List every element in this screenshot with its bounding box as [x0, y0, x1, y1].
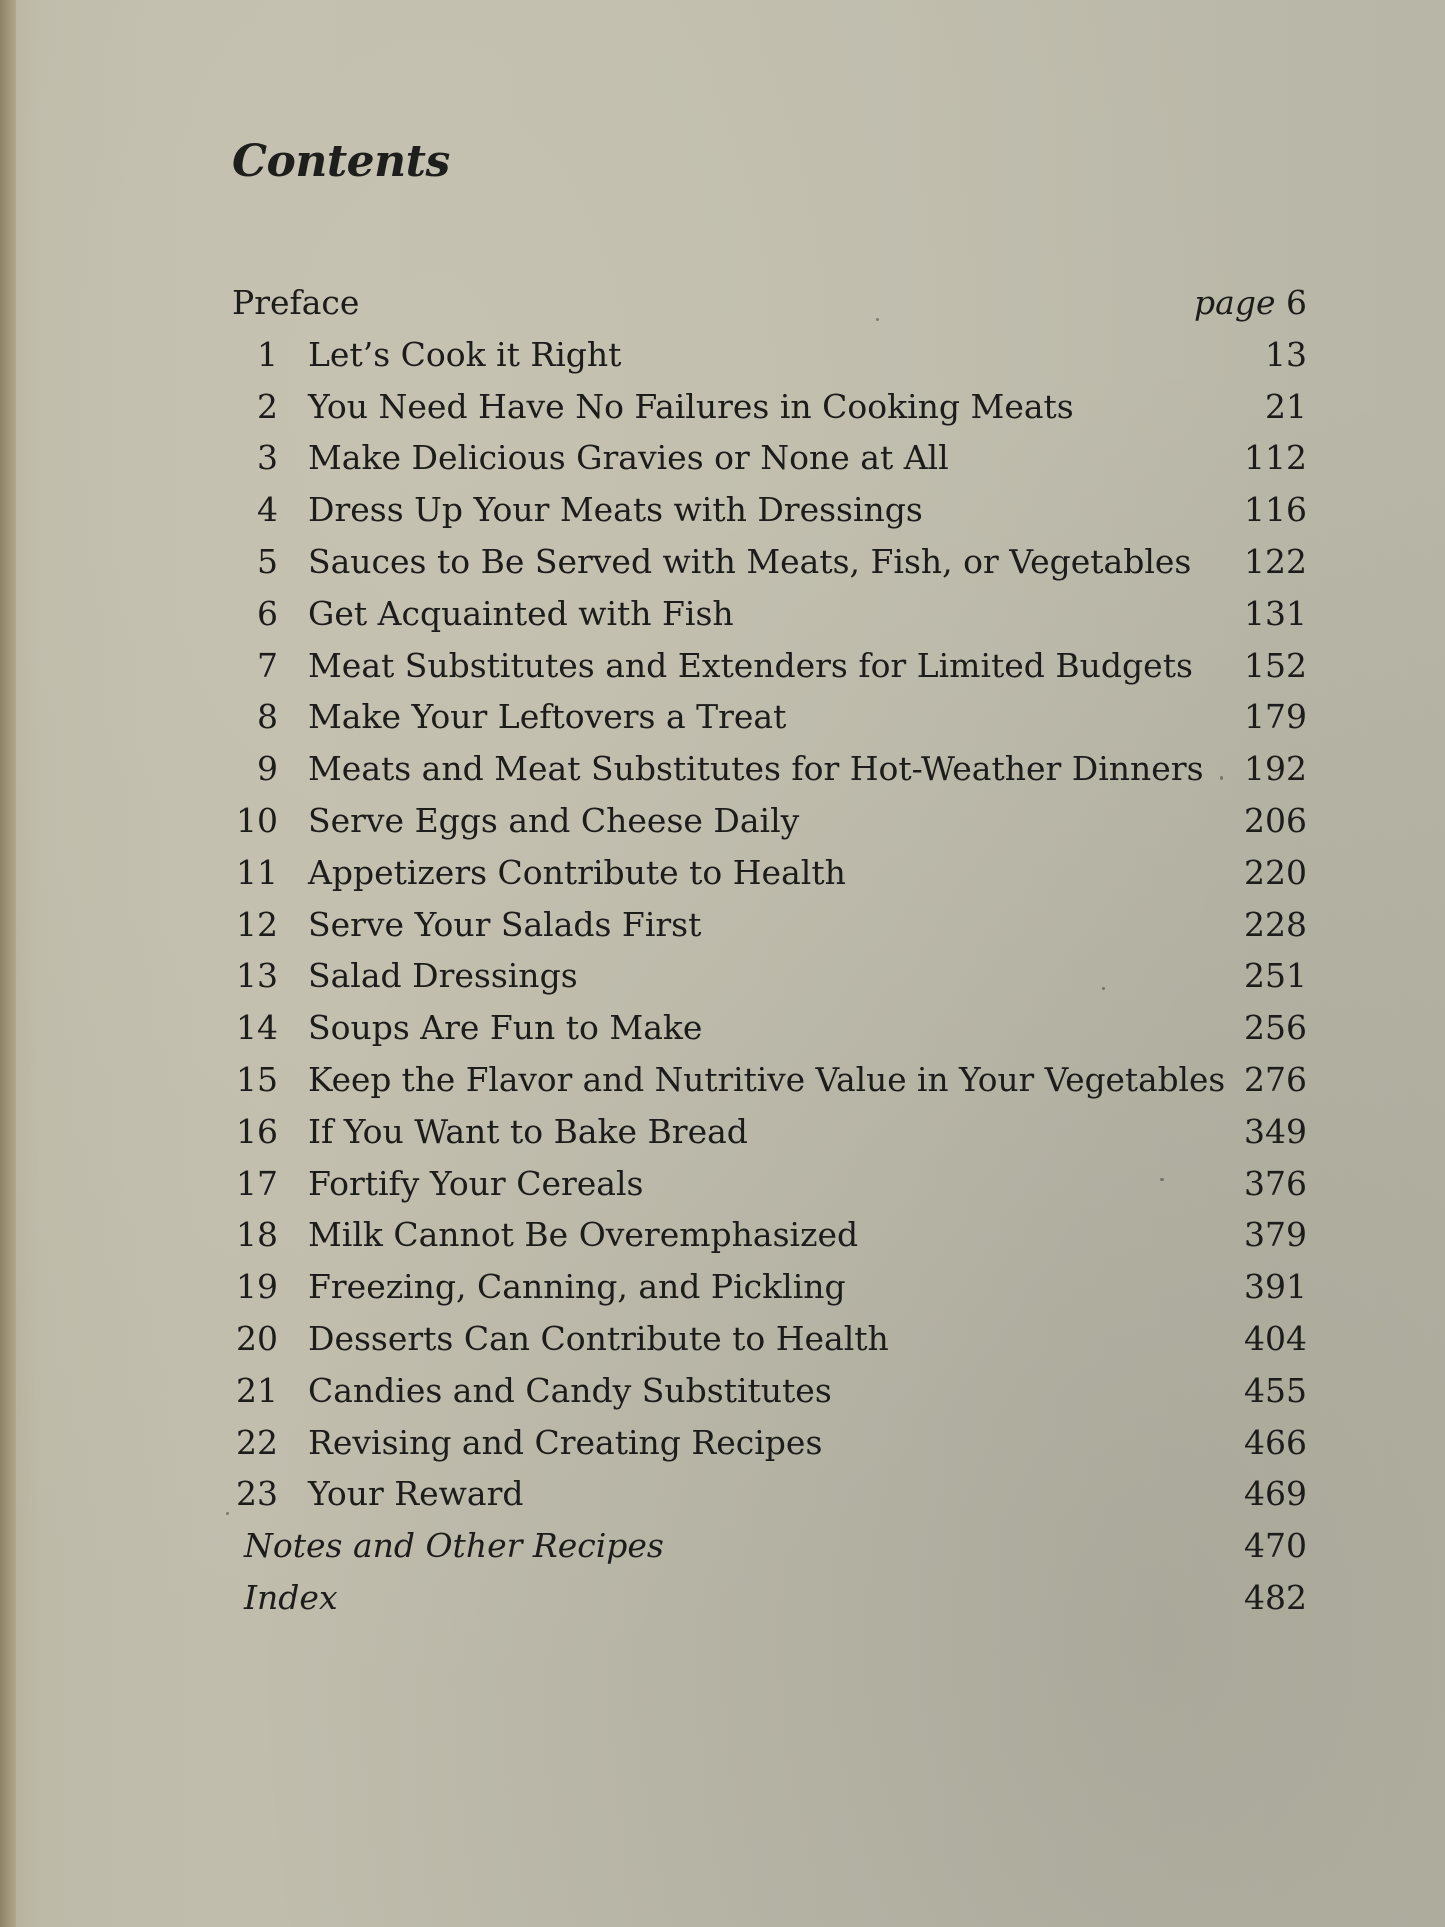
chapter-page: 228 [1244, 904, 1307, 944]
toc-row [232, 594, 1307, 646]
chapter-title: Dress Up Your Meats with Dressings [308, 490, 923, 530]
chapter-page: 112 [1244, 438, 1307, 478]
chapter-title: Let’s Cook it Right [308, 334, 622, 374]
chapter-page: 13 [1265, 334, 1307, 374]
toc-row [232, 1371, 1307, 1423]
chapter-title: You Need Have No Failures in Cooking Meats [308, 386, 1074, 426]
chapter-title: Serve Eggs and Cheese Daily [308, 800, 800, 840]
chapter-page: 404 [1244, 1318, 1307, 1358]
chapter-title: Appetizers Contribute to Health [308, 852, 846, 892]
preface-label: Preface [232, 283, 360, 322]
toc-row [232, 749, 1307, 801]
toc-row [232, 905, 1307, 957]
chapter-number: 11 [236, 852, 278, 892]
toc-row [232, 1423, 1307, 1475]
chapter-page: 455 [1244, 1370, 1307, 1410]
toc-row [232, 697, 1307, 749]
paper-speck [1102, 987, 1105, 990]
paper-speck [876, 318, 879, 321]
paper-speck [1160, 1178, 1164, 1181]
chapter-number: 2 [257, 386, 278, 426]
toc-row [232, 1164, 1307, 1216]
chapter-page: 379 [1244, 1215, 1307, 1255]
chapter-title: Get Acquainted with Fish [308, 593, 734, 633]
chapter-number: 18 [236, 1215, 278, 1255]
preface-page-number: 6 [1286, 283, 1307, 322]
chapter-title: Milk Cannot Be Overemphasized [308, 1215, 859, 1255]
back-matter-title: Notes and Other Recipes [244, 1526, 664, 1566]
chapter-number: 4 [257, 490, 278, 530]
chapter-number: 12 [236, 904, 278, 944]
toc-row [232, 1060, 1307, 1112]
paper-speck [226, 1512, 229, 1515]
chapter-number: 10 [236, 800, 278, 840]
toc-row [232, 1008, 1307, 1060]
chapter-page: 376 [1244, 1163, 1307, 1203]
toc-row [232, 335, 1307, 387]
chapter-page: 276 [1244, 1059, 1307, 1099]
chapter-page: 116 [1244, 490, 1307, 530]
chapter-title: Serve Your Salads First [308, 904, 702, 944]
preface-page [1194, 283, 1307, 323]
toc-row [232, 490, 1307, 542]
back-matter-page: 470 [1244, 1526, 1307, 1566]
chapter-title: Sauces to Be Served with Meats, Fish, or Vegetables [308, 541, 1192, 581]
chapter-title: Meats and Meat Substitutes for Hot-Weather Dinners [308, 749, 1204, 789]
toc-row [232, 1215, 1307, 1267]
paper-speck [1220, 776, 1223, 780]
chapter-page: 21 [1265, 386, 1307, 426]
chapter-page: 179 [1244, 697, 1307, 737]
chapter-number: 16 [236, 1111, 278, 1151]
chapter-page: 466 [1244, 1422, 1307, 1462]
chapter-number: 17 [236, 1163, 278, 1203]
chapter-number: 15 [236, 1059, 278, 1099]
chapter-page: 349 [1244, 1111, 1307, 1151]
chapter-number: 1 [257, 334, 278, 374]
toc-row [232, 853, 1307, 905]
chapter-page: 152 [1244, 645, 1307, 685]
chapter-page: 220 [1244, 852, 1307, 892]
chapter-title: Soups Are Fun to Make [308, 1008, 703, 1048]
toc-row [232, 1112, 1307, 1164]
toc-row [232, 1267, 1307, 1319]
chapter-page: 131 [1244, 593, 1307, 633]
toc-row-preface [232, 283, 1307, 335]
page-title: Contents [232, 136, 450, 187]
chapter-number: 13 [236, 956, 278, 996]
chapter-title: Make Delicious Gravies or None at All [308, 438, 949, 478]
toc-row-back-matter [232, 1526, 1307, 1578]
chapter-title: Meat Substitutes and Extenders for Limited Budgets [308, 645, 1193, 685]
back-matter-page: 482 [1244, 1577, 1307, 1617]
chapter-page: 192 [1244, 749, 1307, 789]
toc-row [232, 438, 1307, 490]
toc-row [232, 956, 1307, 1008]
toc-row-back-matter [232, 1578, 1307, 1630]
chapter-number: 3 [257, 438, 278, 478]
chapter-title: Make Your Leftovers a Treat [308, 697, 787, 737]
chapter-page: 122 [1244, 541, 1307, 581]
chapter-number: 9 [257, 749, 278, 789]
toc-row [232, 1319, 1307, 1371]
back-matter-title: Index [244, 1577, 338, 1617]
chapter-number: 23 [236, 1474, 278, 1514]
chapter-number: 6 [257, 593, 278, 633]
toc-row [232, 801, 1307, 853]
page-edge-shadow [0, 0, 16, 1927]
chapter-title: Desserts Can Contribute to Health [308, 1318, 889, 1358]
chapter-page: 206 [1244, 800, 1307, 840]
chapter-number: 7 [257, 645, 278, 685]
chapter-title: Revising and Creating Recipes [308, 1422, 823, 1462]
chapter-number: 8 [257, 697, 278, 737]
chapter-title: Freezing, Canning, and Pickling [308, 1267, 846, 1307]
chapter-number: 22 [236, 1422, 278, 1462]
toc-row [232, 542, 1307, 594]
chapter-title: Keep the Flavor and Nutritive Value in Your Vegetables [308, 1059, 1226, 1099]
chapter-page: 391 [1244, 1267, 1307, 1307]
toc-row [232, 646, 1307, 698]
chapter-number: 20 [236, 1318, 278, 1358]
chapter-number: 19 [236, 1267, 278, 1307]
page-word: page [1194, 283, 1276, 322]
chapter-page: 251 [1244, 956, 1307, 996]
toc-row [232, 387, 1307, 439]
toc-row [232, 1474, 1307, 1526]
chapter-number: 14 [236, 1008, 278, 1048]
chapter-title: Fortify Your Cereals [308, 1163, 644, 1203]
chapter-page: 469 [1244, 1474, 1307, 1514]
chapter-title: Your Reward [308, 1474, 524, 1514]
chapter-title: Salad Dressings [308, 956, 578, 996]
chapter-number: 5 [257, 541, 278, 581]
table-of-contents [232, 283, 1307, 1630]
chapter-title: If You Want to Bake Bread [308, 1111, 748, 1151]
chapter-title: Candies and Candy Substitutes [308, 1370, 832, 1410]
chapter-page: 256 [1244, 1008, 1307, 1048]
chapter-number: 21 [236, 1370, 278, 1410]
